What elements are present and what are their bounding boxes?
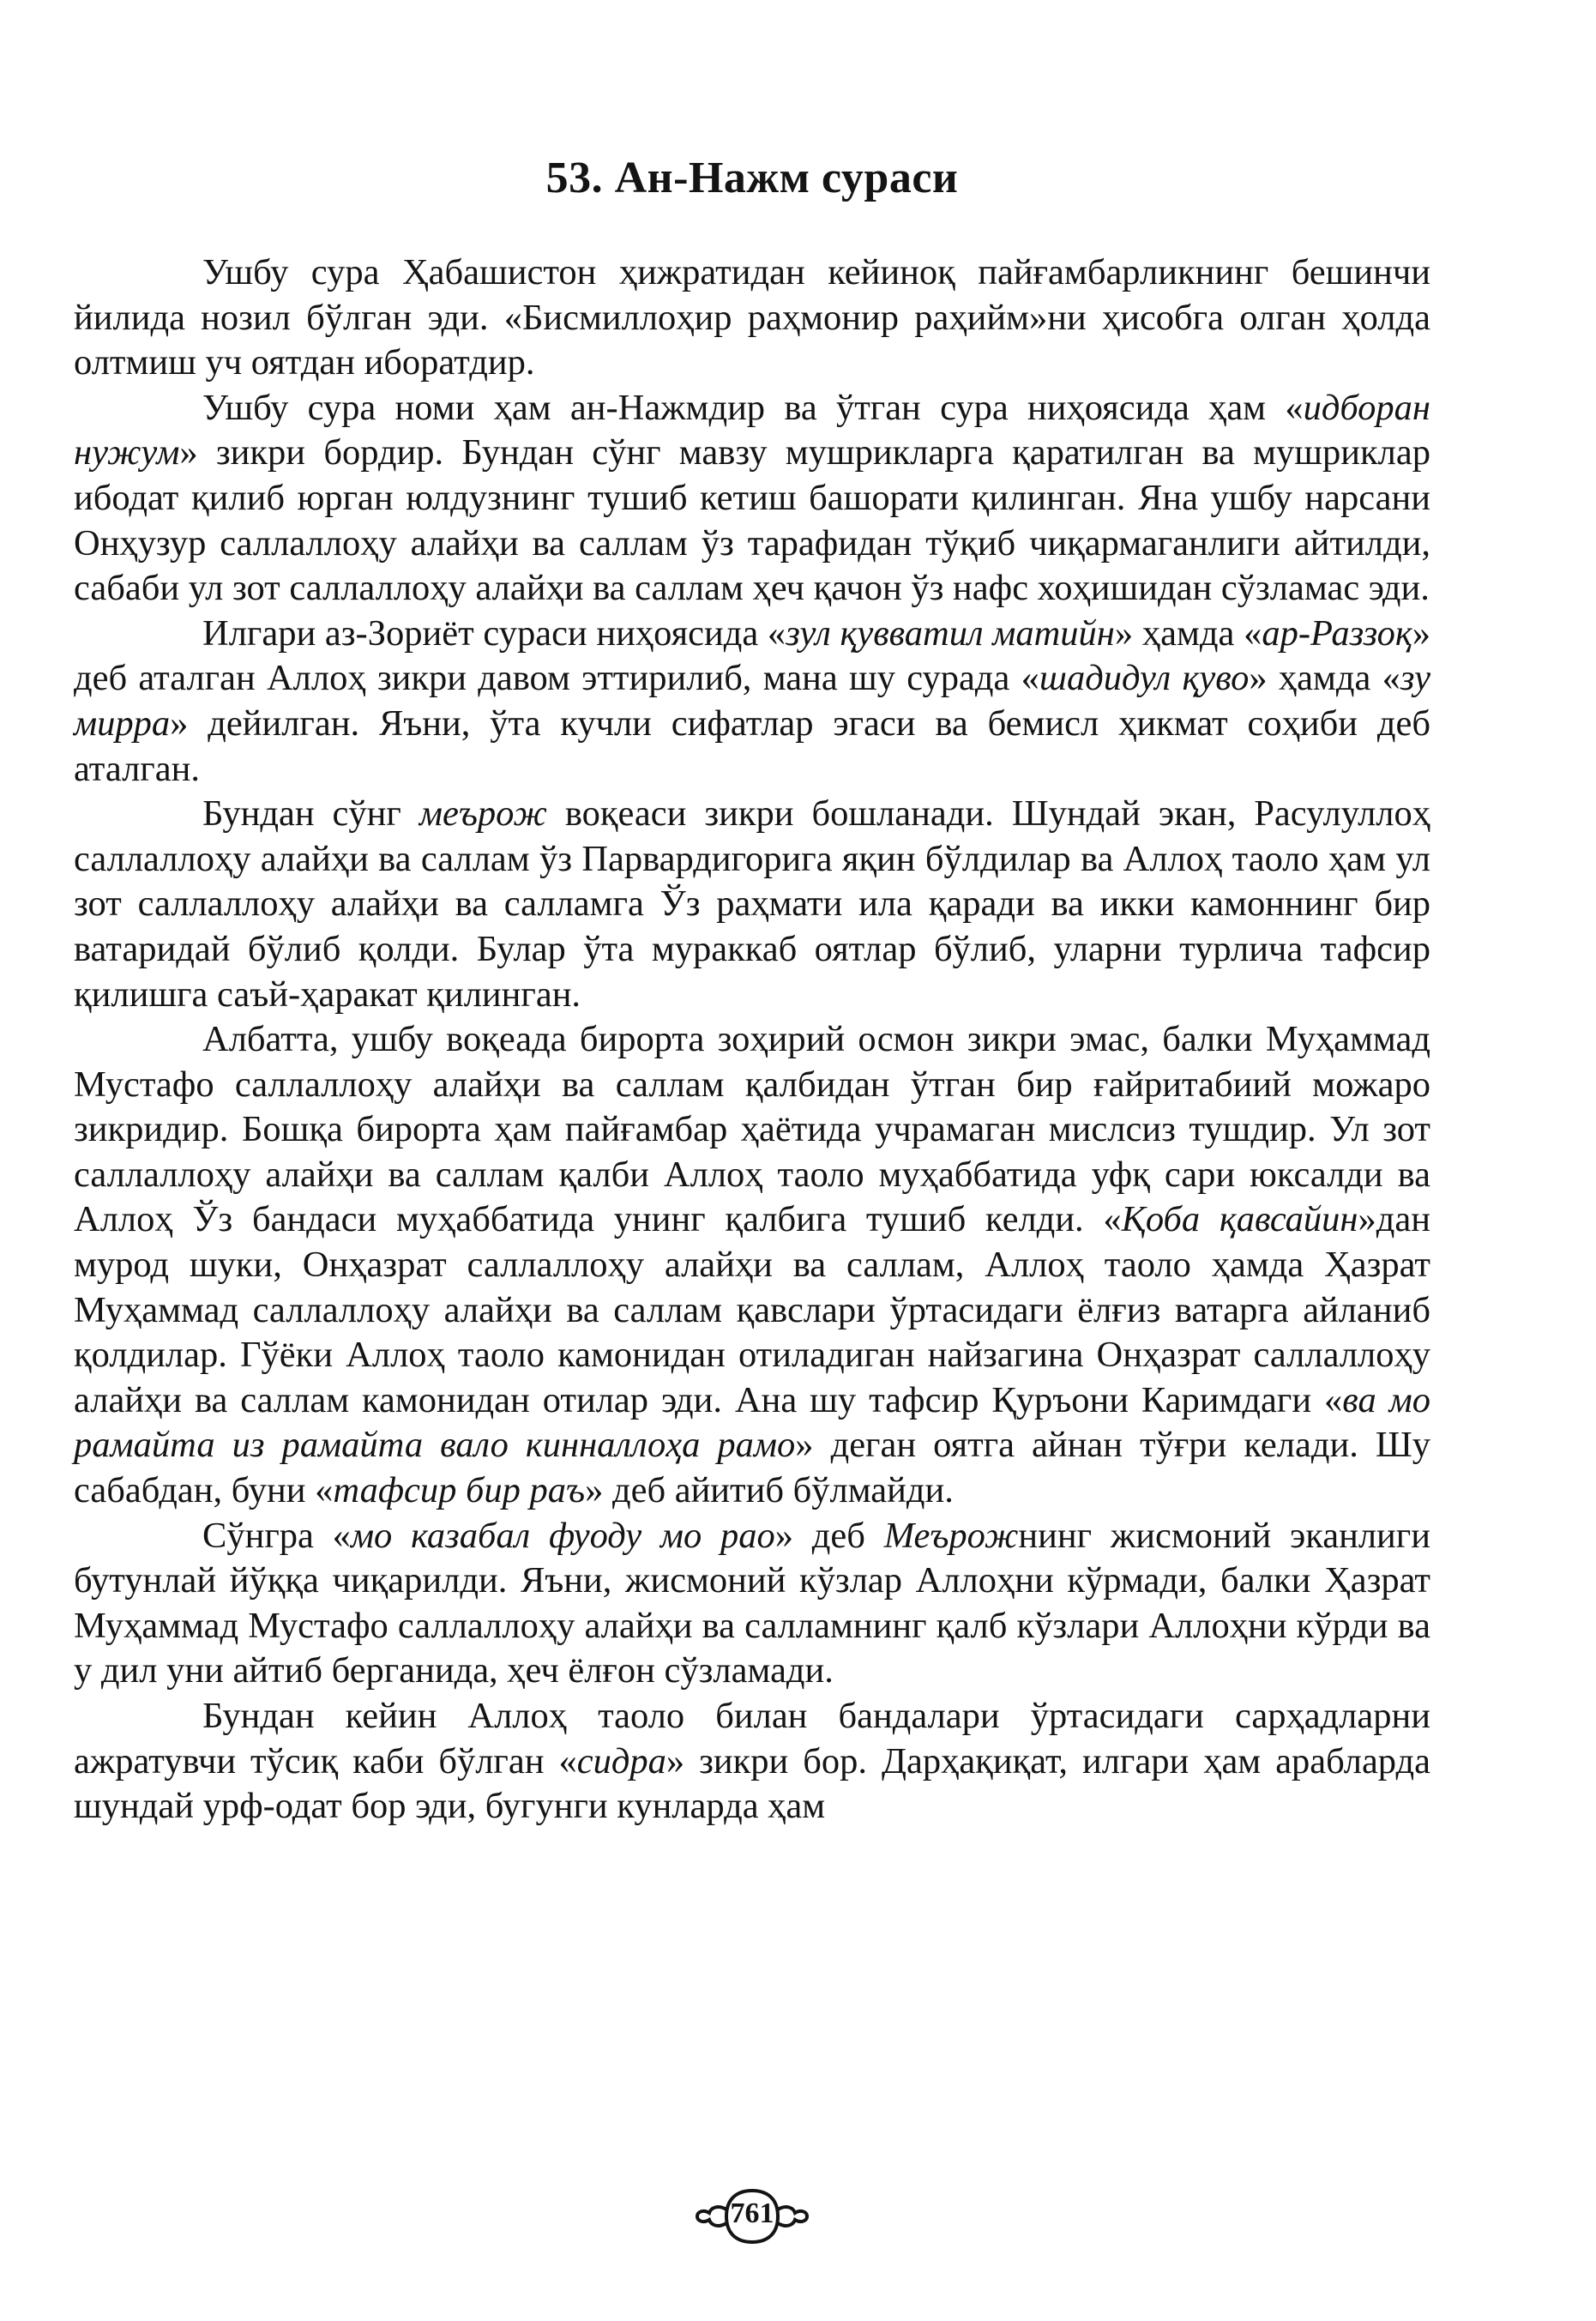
italic-term: сидра — [576, 1740, 666, 1781]
text-run: » зикри бор. Дарҳақиқат, илгари ҳам арабларда шундай урф-одат бор эди, бугунги кунларда ҳам — [74, 1740, 1430, 1827]
paragraph — [74, 1514, 1430, 1694]
page-number: 761 — [730, 2197, 774, 2229]
italic-term: зул қувватил матийн — [786, 612, 1115, 654]
text-run: » ҳамда « — [1114, 612, 1262, 654]
text-run: нинг жисмоний эканлиги бутунлай йўққа чиқарилди. Яъни, жисмоний кўзлар Аллоҳни кўрмади, балки Ҳазрат Муҳаммад Мустафо саллаллоҳу алайҳи ва салламнинг қалб кўзлари Аллоҳни кўрди ва у дил уни айтиб берганида, ҳеч ёлғон сўзламади. — [74, 1515, 1430, 1691]
italic-term: Қоба қавсайин — [1121, 1199, 1358, 1240]
text-run: » зикри бордир. Бундан сўнг мавзу мушрикларга қаратилган ва мушриклар ибодат қилиб юрган юлдузнинг тушиб кетиш башорати қилинган. Яна ушбу нарсани Онҳузур саллаллоҳу алайҳи ва саллам ўз тарафидан тўқиб чиқармаганлиги айтилди, сабаби ул зот саллаллоҳу алайҳи ва саллам ҳеч қачон ўз нафс хоҳишидан сўзламас эди. — [74, 432, 1430, 609]
book-page — [74, 0, 1430, 2321]
page-number-ornament — [692, 2185, 812, 2247]
text-run: Ушбу сура номи ҳам ан-Нажмдир ва ўтган сура ниҳоясида ҳам « — [202, 387, 1304, 428]
body-text — [74, 250, 1430, 1830]
text-run: »дан мурод шуки, Онҳазрат саллаллоҳу алайҳи ва саллам, Аллоҳ таоло ҳамда Ҳазрат Муҳаммад саллаллоҳу алайҳи ва саллам қавслари ўртасидаги ёлғиз ватарга айланиб қолдилар. Гўёки Аллоҳ таоло камонидан отиладиган найзагина Онҳазрат саллаллоҳу алайҳи ва саллам камонидан отилар эди. Ана шу тафсир Қуръони Каримдаги « — [74, 1199, 1430, 1420]
italic-term: тафсир бир раъ — [333, 1470, 586, 1511]
page-number-footer — [74, 2185, 1430, 2252]
text-run: Сўнгра « — [202, 1515, 351, 1556]
paragraph — [74, 792, 1430, 1017]
paragraph — [74, 386, 1430, 612]
text-run: Илгари аз-Зориёт сураси ниҳоясида « — [202, 612, 786, 654]
text-run: Бундан сўнг — [202, 793, 419, 835]
italic-term: идборан нужум — [74, 387, 1430, 473]
text-run: Бундан кейин Аллоҳ таоло билан бандалари ўртасидаги сарҳадларни ажратувчи тўсиқ каби бўлган « — [74, 1696, 1430, 1781]
text-run: Албатта, ушбу воқеада бирорта зоҳирий осмон зикри эмас, балки Муҳаммад Мустафо саллаллоҳу алайҳи ва саллам қалбидан ўтган бир ғайритабиий можаро зикридир. Бошқа бирорта ҳам пайғамбар ҳаётида учрамаган мислсиз тушдир. Ул зот саллаллоҳу алайҳи ва саллам қалби Аллоҳ таоло муҳаббатида уфқ сари юксалди ва Аллоҳ Ўз бандаси муҳаббатида унинг қалбига тушиб келди. « — [74, 1019, 1430, 1240]
italic-term: шадидул қуво — [1039, 658, 1250, 699]
text-run: » деган оятга айнан тўғри келади. Шу сабабдан, буни « — [74, 1425, 1431, 1511]
text-run: » деб айитиб бўлмайди. — [585, 1470, 954, 1511]
italic-term: меърож — [419, 793, 547, 835]
italic-term: ар-Раззоқ — [1262, 612, 1412, 654]
text-run: » деб — [774, 1515, 884, 1556]
paragraph — [74, 1017, 1430, 1514]
italic-term: Меърож — [883, 1515, 1019, 1556]
paragraph — [74, 250, 1430, 386]
italic-term: мо казабал фуоду мо рао — [350, 1515, 775, 1556]
text-run: » дейилган. Яъни, ўта кучли сифатлар эгаси ва бемисл ҳикмат соҳиби деб аталган. — [74, 702, 1430, 789]
text-run: » ҳамда « — [1249, 658, 1400, 699]
paragraph — [74, 612, 1430, 792]
italic-term: зу мирра — [74, 658, 1431, 744]
paragraph — [74, 1694, 1430, 1830]
text-run: » деб аталган Аллоҳ зикри давом эттирилиб, мана шу сурада « — [74, 612, 1430, 699]
chapter-title: 53. Ан-Нажм сураси — [545, 154, 959, 202]
text-run: воқеаси зикри бошланади. Шундай экан, Расулуллоҳ саллаллоҳу алайҳи ва саллам ўз Парвардигорига яқин бўлдилар ва Аллоҳ таоло ҳам ул зот саллаллоҳу алайҳи ва салламга Ўз раҳмати ила қаради ва икки камоннинг бир ватаридай бўлиб қолди. Булар ўта мураккаб оятлар бўлиб, уларни турлича тафсир қилишга саъй-ҳаракат қилинган. — [74, 793, 1430, 1015]
italic-term: ва мо рамайта из рамайта вало кинналлоҳа рамо — [74, 1379, 1431, 1466]
text-run: Ушбу сура Ҳабашистон ҳижратидан кейиноқ пайғамбарликнинг бешинчи йилида нозил бўлган эди. «Бисмиллоҳир раҳмонир раҳийм»ни ҳисобга олган ҳолда олтмиш уч оятдан иборатдир. — [74, 252, 1430, 383]
